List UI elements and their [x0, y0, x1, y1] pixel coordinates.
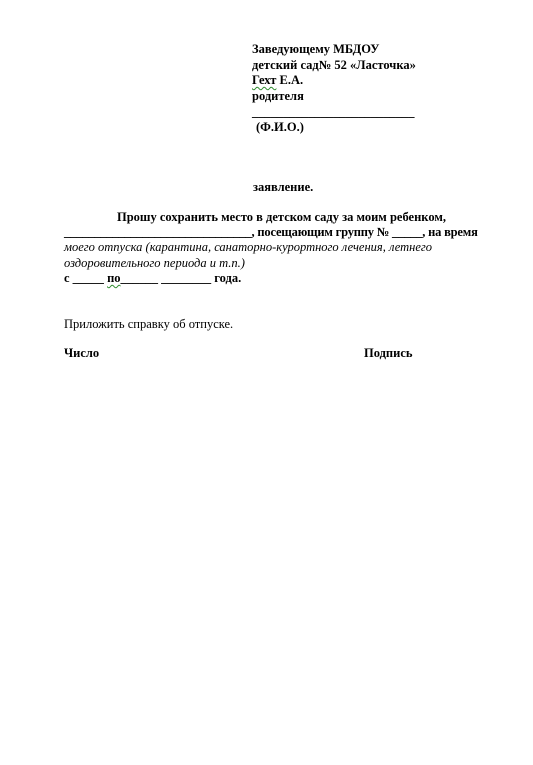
date-label: Число — [64, 346, 100, 360]
date-from: с _____ — [64, 271, 108, 285]
attachment-note: Приложить справку об отпуске. — [64, 317, 234, 331]
date-to-word: по — [107, 271, 121, 285]
signature-label: Подпись — [364, 346, 413, 360]
date-to-rest: ______ ________ года. — [120, 271, 242, 285]
body-line-1: Прошу сохранить место в детском саду за моим ребенком, — [117, 210, 446, 224]
body-line-5 — [64, 271, 241, 286]
head-surname: Гехт — [252, 73, 277, 87]
addressee-line-2: детский сад№ 52 «Ласточка» — [252, 58, 416, 72]
body-line-3: моего отпуска (карантина, санаторно-курортного лечения, летнего — [64, 240, 433, 254]
sender-label: родителя — [252, 89, 304, 103]
head-initials: Е.А. — [276, 73, 304, 87]
name-blank-line: __________________________ — [252, 105, 415, 119]
addressee-line-1: Заведующему МБДОУ — [252, 42, 380, 56]
body-line-4: оздоровительного периода и т.п.) — [64, 256, 245, 270]
document-title: заявление. — [253, 180, 314, 194]
addressee-line-3 — [252, 73, 303, 88]
fio-caption: (Ф.И.О.) — [256, 120, 304, 134]
body-line-2: _______________________________, посещающим группу № _____, на время — [64, 225, 478, 239]
